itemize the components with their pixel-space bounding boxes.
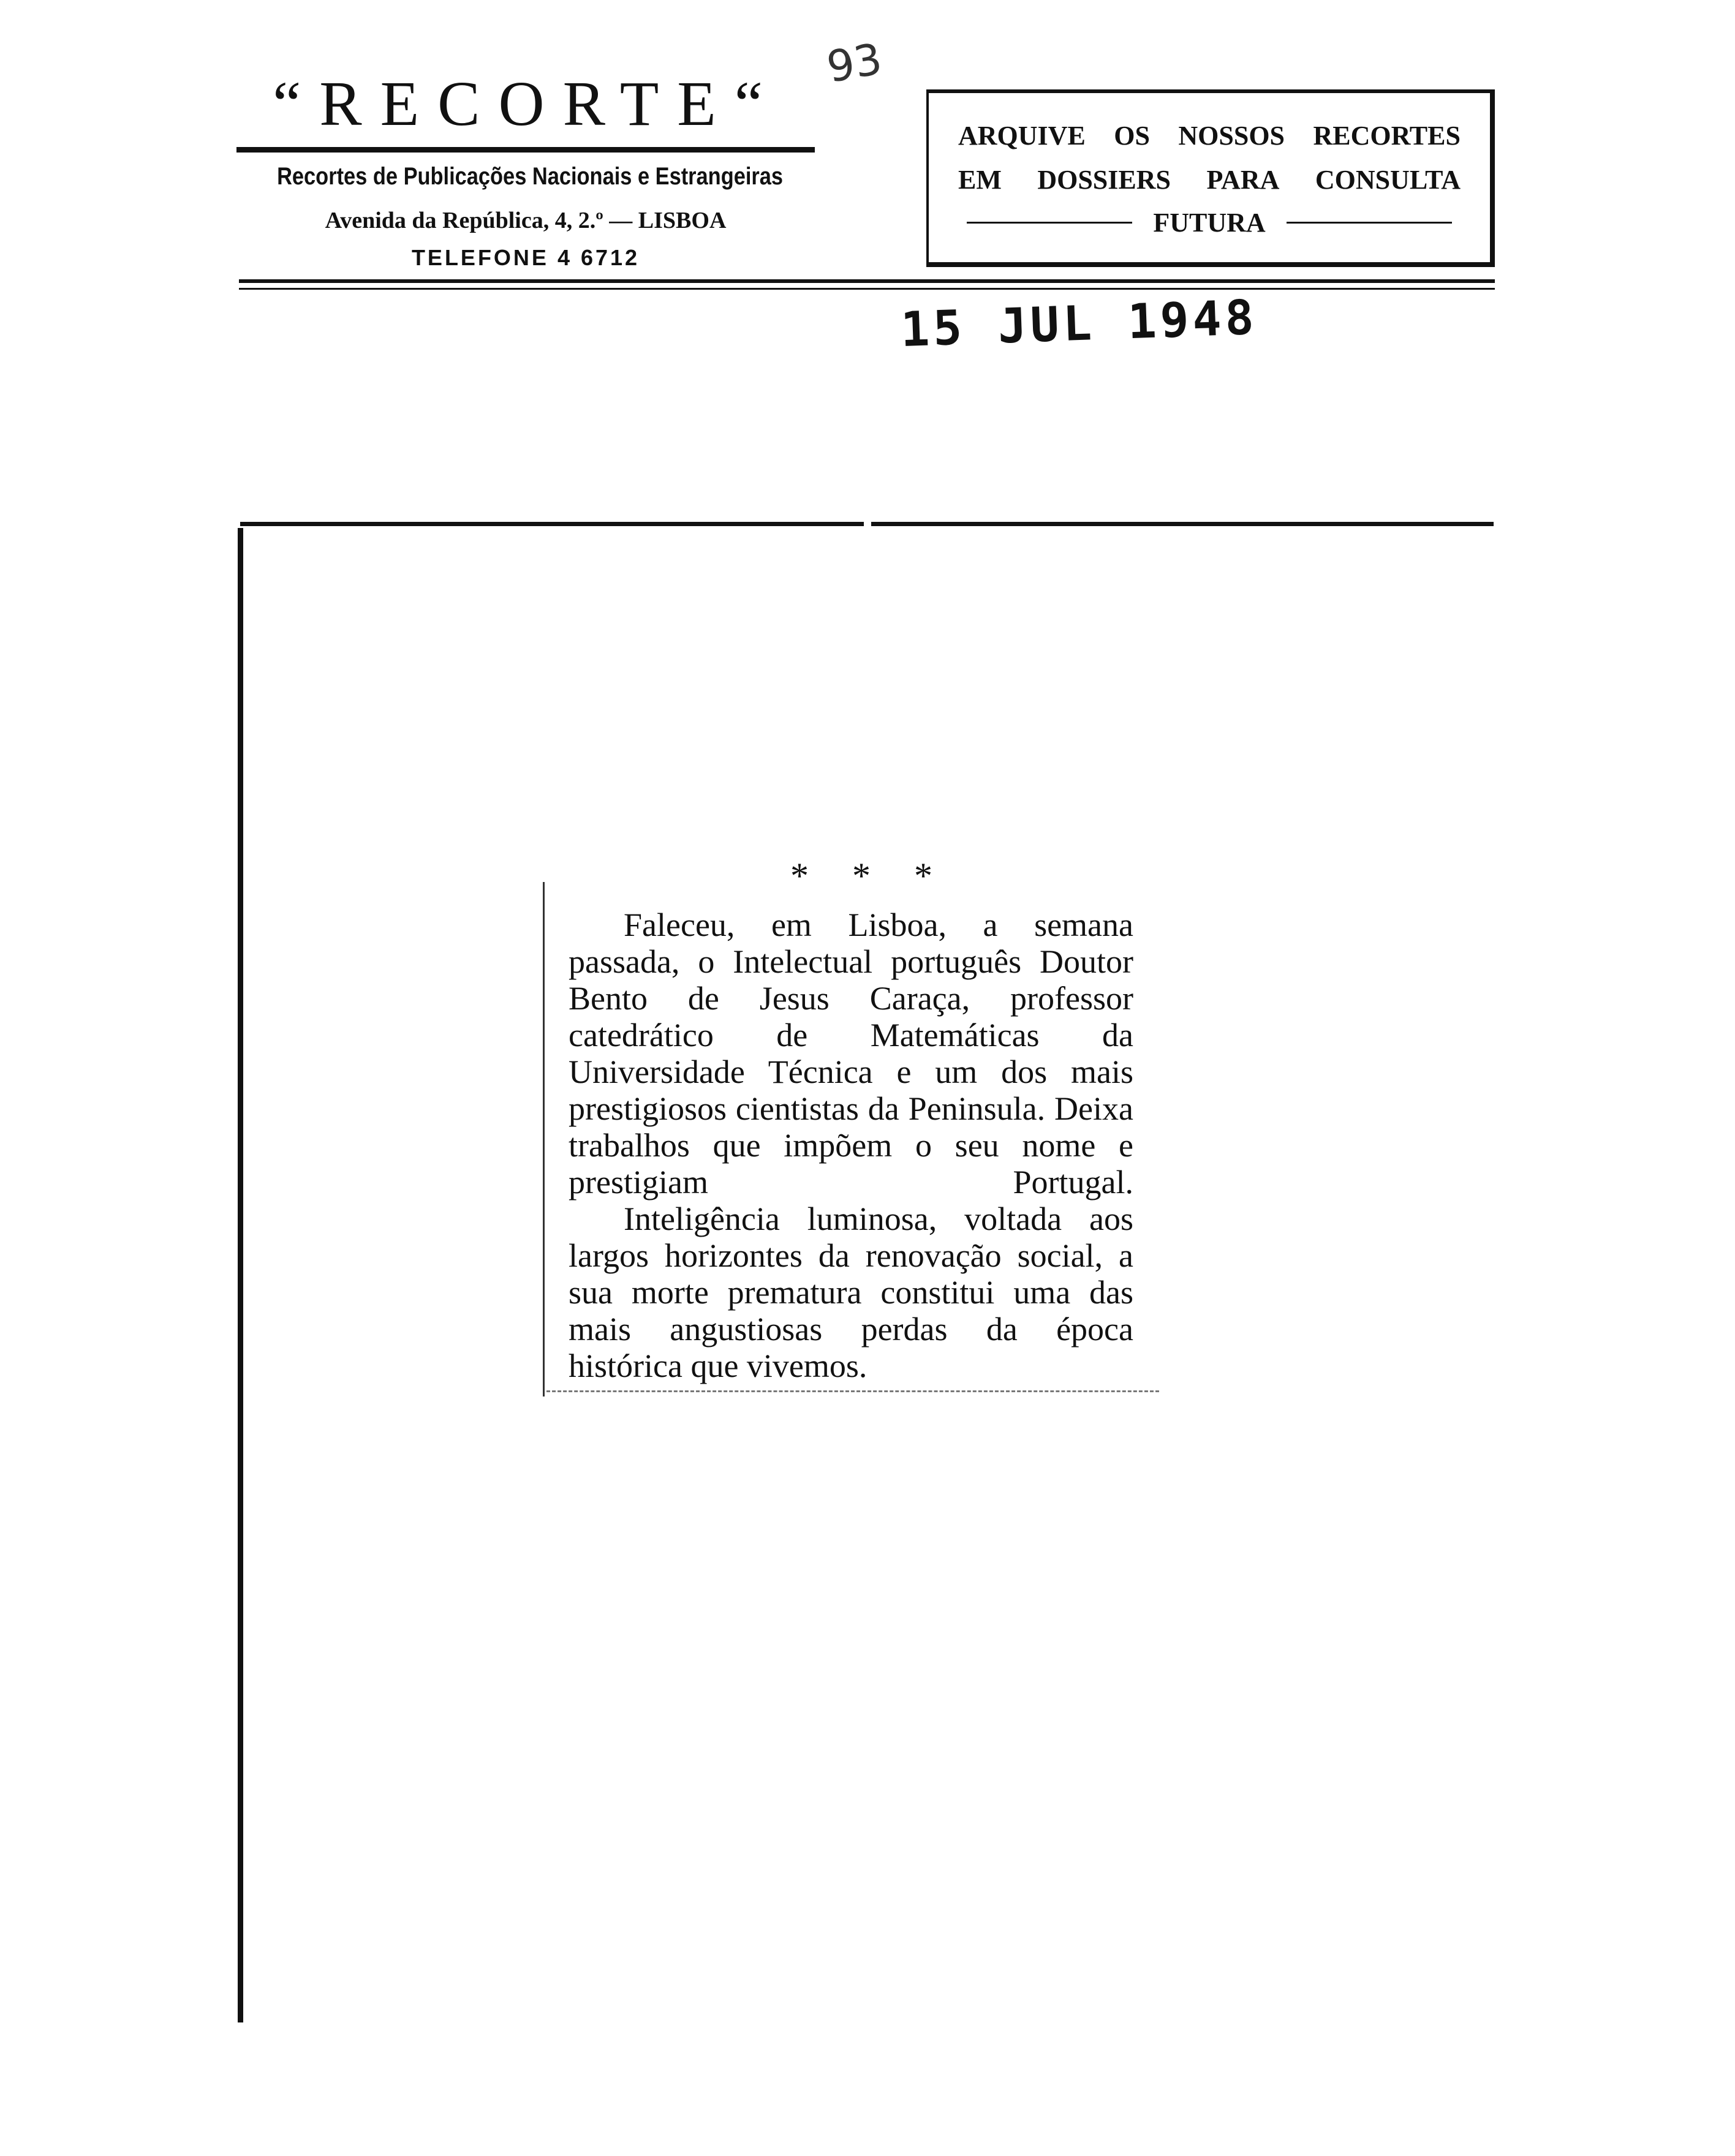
notice-word: EM	[958, 165, 1002, 195]
handwritten-mark: 93	[823, 33, 886, 93]
notice-word: OS	[1114, 121, 1150, 151]
notice-word: FUTURA	[1153, 208, 1266, 238]
brand-subtitle: Recortes de Publicações Nacionais e Estrangeiras	[277, 163, 784, 190]
notice-word: RECORTES	[1313, 121, 1461, 151]
notice-word: DOSSIERS	[1037, 165, 1171, 195]
clipping-bottom-edge	[546, 1390, 1159, 1392]
date-stamp: 15 JUL 1948	[899, 290, 1258, 358]
header-rule-thin	[239, 288, 1495, 290]
article-paragraph: Faleceu, em Lisboa, a semana passada, o Intelectual português Doutor Bento de Jesus Caraça, professor catedrático de Matemáticas da Universidade Técnica e um dos mais prestigiosos cientistas da Peninsula. Deixa trabalhos que impõem o seu nome e prestigiam Portugal.	[569, 907, 1133, 1200]
notice-word: NOSSOS	[1178, 121, 1285, 151]
frame-top-rule-left	[240, 522, 864, 526]
notice-line-2	[958, 164, 1461, 195]
notice-word: PARA	[1206, 165, 1280, 195]
notice-line-3	[958, 207, 1461, 238]
archive-notice-box	[926, 89, 1495, 267]
notice-word: CONSULTA	[1315, 165, 1461, 195]
brand-address: Avenida da República, 4, 2.º — LISBOA	[325, 208, 727, 233]
brand-title: “RECORTE“	[273, 69, 781, 139]
notice-dash-left	[967, 222, 1132, 224]
notice-dash-right	[1287, 222, 1452, 224]
clipping-article	[569, 907, 1133, 1384]
brand-rule	[236, 147, 815, 153]
notice-word: ARQUIVE	[958, 121, 1086, 151]
clipping-ornament: * * *	[790, 856, 950, 896]
notice-line-1	[958, 120, 1461, 151]
article-paragraph: Inteligência luminosa, voltada aos largos horizontes da renovação social, a sua morte prematura constitui uma das mais angustiosas perdas da época histórica que vivemos.	[569, 1200, 1133, 1384]
header-rule-thick	[239, 279, 1495, 283]
frame-top-rule-right	[871, 522, 1494, 526]
frame-left-rule	[238, 528, 243, 2022]
brand-phone: TELEFONE 4 6712	[411, 245, 640, 270]
clipping-left-edge	[543, 882, 545, 1396]
